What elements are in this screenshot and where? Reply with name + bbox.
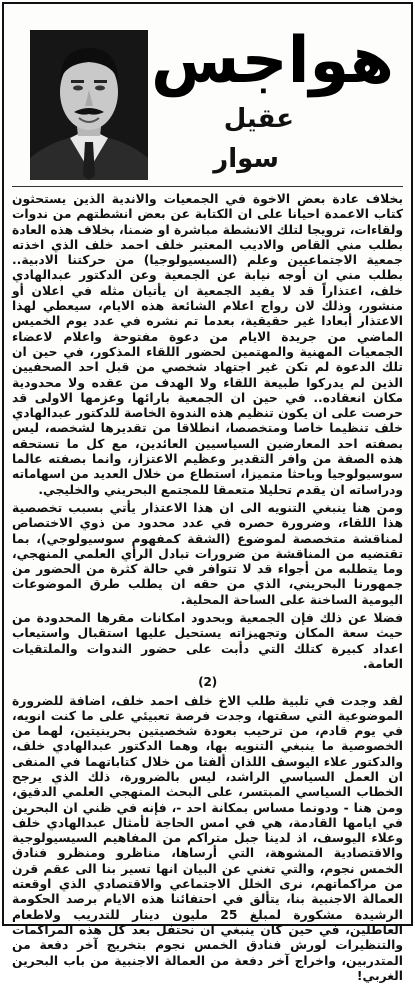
author-photo [30,30,148,180]
newspaper-column [2,2,413,926]
article-paragraph: ومن هنا ينبغي التنويه الى ان هذا الاعتذار يأتي بسبب تخصصية هذا اللقاء، وضرورة حصره في عدد محدود من ذوي الاختصاص لمناقشة متخصصة لموضوع (الشقة كمفهوم سوسيولوجي)، بما تقتضيه من المناقشة من ضرورات تبادل الرأي العلمي المنهجي، وما يتطلبه من أجواء قد لا تتوافر في حالة كثرة من الحضور من جمهورنا البحريني، الذي من حقه ان يطلب طرق الموضوعات اليومية الساخنة على الساحة المحلية. [12,501,403,608]
article-paragraph: بخلاف عادة بعض الاخوة في الجمعيات والاندية الذين يستحثون كتاب الاعمدة احيانا على ان الكتابة عن بعض انشطتهم من ندوات ولقاءات، ترويجا لتلك الانشطة مباشرة او ضمنا، بخلاف هذه العادة بطلب مني القاص والاديب المعتبر خلف احمد خلف الذي اخذته جمعية الاجتماعيين وعلم (السيسيولوجيا) من حركتنا الادبية.. بطلب مني ان أوجه نيابة عن الجمعية وعن الدكتور عبدالهادي خلف، اعتذاراً قد لا يفيد الجمعية ان يأتيان مثله في اعلان أو منشور، وذلك لان رواج اعلام الشائعة هذه الايام، سيعطي لهذا الاعتذار أبعادا غير حقيقية، بعدما تم نشره في عدد يوم الخميس الماضي من جريدة الايام من دعوة مفتوحة واعلام لاعضاء الجمعيات المهنية والمهتمين لحضور اللقاء المذكور، في حين ان تلك الدعوة لم تكن غير اجتهاد شخصي من قبل احد الصحفيين الذين لم يدركوا طبيعة اللقاء ولا الهدف من عقده ولا محدودية مكان انعقاده.. في حين ان الجمعية بارائها وعزمها الاولى قد حرصت على ان يكون تنظيم هذه الندوة الخاصة للدكتور عبدالهادي خلف تنظيما خاصا ومتخصصا، انطلاقا من تقديرها لشخصه، ليس بصفته احد المعارضين السياسيين العائدين، مع كل ما تستحقه هذه الصفة من وافر التقدير وعظيم الاعتزاز، وانما بصفته عالما سوسيولوجيا وباحثا متميزا، استطاع من خلال العديد من اسهاماته ودراساته ان يقدم تحليلا متعمقا للمجتمع البحريني والخليجي. [12,192,403,498]
header-divider [12,186,403,187]
article-paragraph: لقد وجدت في تلبية طلب الاخ خلف احمد خلف، اضافة للضرورة الموضوعية التي سقتها، وجدت فرصة تعبيئي على ما كنت انويه، في يوم قادم، من ترحيب بعودة شخصيتين بحرينيتين، لهما من الخصوصية ما ينبغي التنويه بها، وهما الدكتور عبدالهادي خلف، والدكتور علاء اليوسف اللذان ألفتا من خلال كتاباتهما في المنفى ان العمل السياسي الراشد، ليس بالضرورة، ذلك الذي يرجح الخطاب السياسي المبتسر، على البحث المنهجي العلمي الدقيق، ومن هنا - ودونما مساس بمكانة احد -، فإنه في ظني ان البحرين في ايامها القادمة، هي في امس الحاجة لأمثال عبدالهادي خلف وعلاء اليوسف، اذ لدينا جبل متراكم من المفاهيم السيسيولوجية والاقتصادية المشوهة، التي أرساها، مناظرو ومنظرو فنادق الخمس نجوم، والتي تغني عن البيان انها تسير بنا الى عقم قرن من مراكماتهم، نرى الخلل الاجتماعي والاقتصادي الذي اوقعته العمالة الاجنبية بنا، يتألق في احتفائنا هذه الايام برصد الحكومة الرشيدة مشكورة لمبلغ 25 مليون دينار للتدريب ولاطعام العاطلين، في حين كان ينبغي ان نحتفل بعد كل هذه المراكمات والتنظيرات لورش فنادق الخمس نجوم بتخريج آخر دفعة من المتدربين، واخراج آخر دفعة من العمالة الاجنبية من باب البحرين الغربي! [12,694,403,984]
column-header [4,4,411,184]
article-body [12,192,403,918]
author-last-name: سوار [174,144,279,174]
section-number: (2) [12,675,403,690]
article-paragraph: فضلا عن ذلك فإن الجمعية وبحدود امكانات مقرها المحدودة من حيث سعة المكان وتجهيزاته يستحيل عليها استقبال واستيعاب اعداد كبيرة كتلك التي دأبت على حضور الندوات والملتقيات العامة. [12,611,403,672]
author-portrait-image [30,30,148,180]
column-title: هواجس [194,26,394,96]
author-first-name: عقيل [174,104,294,134]
